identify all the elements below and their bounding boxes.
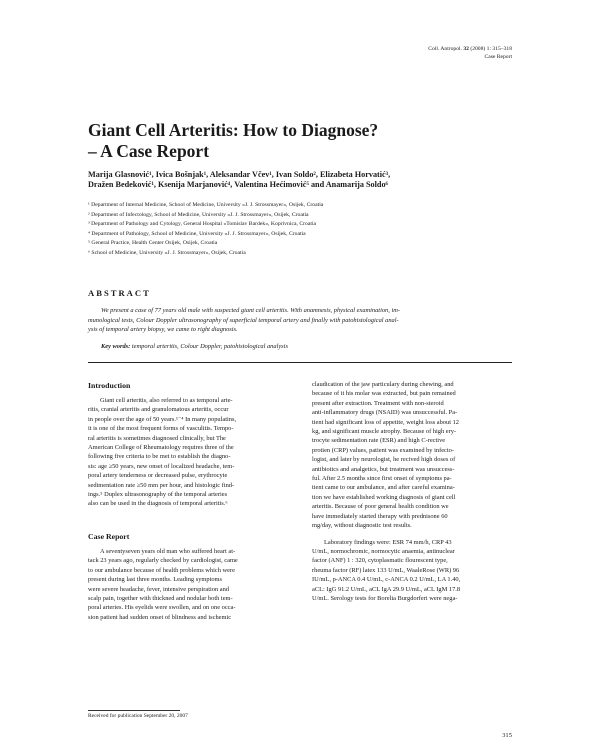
keywords: Key words: temporal arteritis, Colour Doppler, patohistological analysis bbox=[101, 343, 288, 350]
received-footnote: Received for publication September 20, 2007 bbox=[88, 713, 188, 719]
running-head bbox=[428, 46, 512, 61]
abstract-text: We present a case of 77 years old male with suspected giant cell arteritis. With anamnesis, physical examination, im- munological tests, Colour Doppler ultrasonography of superficial temporal artery and finally with patohistological anal- ysis of temporal artery biopsy, we came to right diagnosis. bbox=[88, 307, 400, 334]
right-column-body: claudication of the jaw particulary during chewing, and because of it his molar was extracted, but pain remained present after extraction. Treatment with non-steroid anti-inflammatory drugs (NSAID) was unsuccessful. Pa- tient had significant loss of appetite, weight loss about 12 kg, and significant muscle atrophy. Because of high ery- trocyte sedimentation rate (ESR) and high C-rective protien (CRP) values, patient was examined by infecto- logist, and later by neurologist, he recived high doses of antibiotics and analgetics, but treatment was unsuccess- ful. After 2.5 months since first onset of symptoms pa- tient came to our ambulance, and after careful examina- tion we have established working diagnosis of giant cell arteritis. Because of poor general health condition we have immediately started therapy with prednisone 60 mg/day, without diagnostic test results. Laboratory findings were: ESR 74 mm/h, CRP 43 U/mL, normochromic, normocytic anaemia, antinuclear factor (ANF) 1 : 320, cytoplasmatic flourescent type, rheuma factor (RF) latex 133 U/mL, WaaleRose (WR) 96 IU/mL, p-ANCA 0.4 U/mL, c-ANCA 0.2 U/mL, LA 1.40, aCL: IgG 91.2 U/mL, aCL IgA 29.9 U/mL, aCL IgM 17.8 U/mL. Serology tests for Borelia Burgdorferi were nega- bbox=[312, 381, 461, 602]
footnote-rule bbox=[88, 710, 180, 711]
article-type: Case Report bbox=[484, 53, 512, 60]
introduction-heading: Introduction bbox=[88, 381, 131, 390]
affiliation: ⁴ Department of Pathology, School of Medicine, University »J. J. Strossmayer«, Osijek, Croatia bbox=[88, 230, 306, 237]
abstract-heading: ABSTRACT bbox=[88, 288, 151, 298]
affiliation: ⁶ School of Medicine, University »J. J. Strossmayer«, Osijek, Croatia bbox=[88, 249, 246, 256]
section-divider bbox=[88, 362, 512, 363]
affiliation: ² Department of Infectology, School of Medicine, University »J. J. Strossmayer«, Osijek, Croatia bbox=[88, 211, 309, 218]
author-list: Marija Glasnović¹, Ivica Bošnjak¹, Aleksandar Včev¹, Ivan Soldo², Elizabeta Horvatić³, Dražen Bedeković¹, Ksenija Marjanović⁴, Valentina Hećimović⁵ and Anamarija Soldo⁶ bbox=[88, 170, 391, 190]
case-report-heading: Case Report bbox=[88, 532, 130, 541]
affiliation: ¹ Department of Internal Medicine, School of Medicine, University »J. J. Strossmayer«, Osijek, Croatia bbox=[88, 202, 324, 208]
page-number: 315 bbox=[502, 732, 512, 739]
journal-citation: Coll. Antropol. 32 (2008) 1: 315–318 bbox=[428, 46, 512, 52]
case-report-body: A seventyseven years old man who suffered heart at- tack 23 years ago, regularly checked by cardiologist, came to our ambulance because of health problems which were present during last three months. Leading symptoms were severe headache, fever, intensive perspiration and scalp pain, together with thickned and nodular both tem- poral arteries. His eyelids were swollen, and on one occa- sion patient had sudden onset of blindness and ischemic bbox=[88, 548, 238, 621]
introduction-body: Giant cell arteritis, also referred to as temporal arte- ritis, cranial arteritis and granulomatous arteritis, occur in people over the age of 50 years.¹⁻⁴ In many populatins, it is one of the most frequent forms of vasculitis. Tempo- ral arteritis is sometimes diagnosed clinically, but The American College of Rheumatology requires three of the following five criteria to be met to establish the diagno- sis: age ≥50 years, new onset of localized headache, tem- poral artery tenderness or decreased pulse, erythrocyte sedimentation rate ≥50 mm per hour, and histologic find- ings.⁵ Duplex ultrasonography of the temporal arteries also can be used in the diagnosis of temporal arteritis.⁶ bbox=[88, 397, 237, 508]
affiliations bbox=[88, 201, 518, 258]
affiliation: ³ Department of Pathology and Cytology, General Hospital »Tomislav Bardek«, Koprivnica, Croatia bbox=[88, 221, 317, 227]
article-title: Giant Cell Arteritis: How to Diagnose? – A Case Report bbox=[88, 120, 379, 161]
affiliation: ⁵ General Practice, Health Center Osijek, Osijek, Croatia bbox=[88, 240, 218, 246]
